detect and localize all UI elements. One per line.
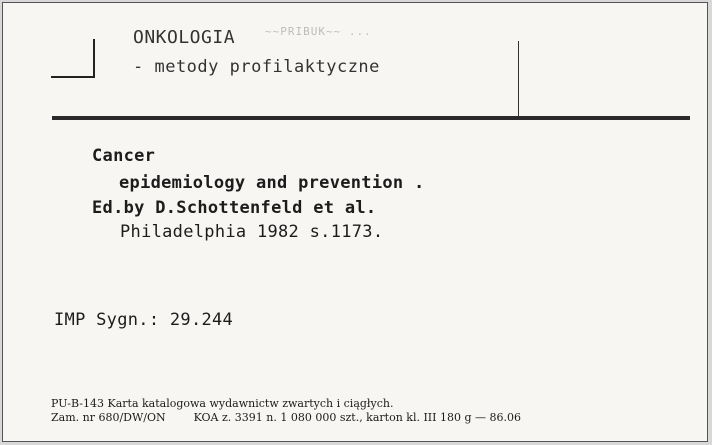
header-right-rule [518,41,519,119]
subject-heading: ONKOLOGIA [133,27,236,48]
footer-line-1: PU-B-143 Karta katalogowa wydawnictw zwartych i ciągłych. [51,397,394,410]
corner-mark-horizontal [51,76,95,78]
entry-editors: Ed.by D.Schottenfeld et al. [92,198,377,218]
corner-mark-vertical [93,39,95,77]
subject-subheading: - metody profilaktyczne [133,57,380,77]
entry-imprint: Philadelphia 1982 s.1173. [120,222,384,242]
entry-subtitle: epidemiology and prevention . [119,173,425,193]
call-number: IMP Sygn.: 29.244 [54,310,234,330]
entry-title: Cancer [92,146,156,166]
catalog-card [2,2,708,442]
header-divider [52,116,690,120]
faint-stamp-text: ~~PRIBUK~~ ... [265,25,372,38]
footer-line-2: Zam. nr 680/DW/ON KOA z. 3391 n. 1 080 000 szt., karton kl. III 180 g — 86.06 [51,411,522,424]
